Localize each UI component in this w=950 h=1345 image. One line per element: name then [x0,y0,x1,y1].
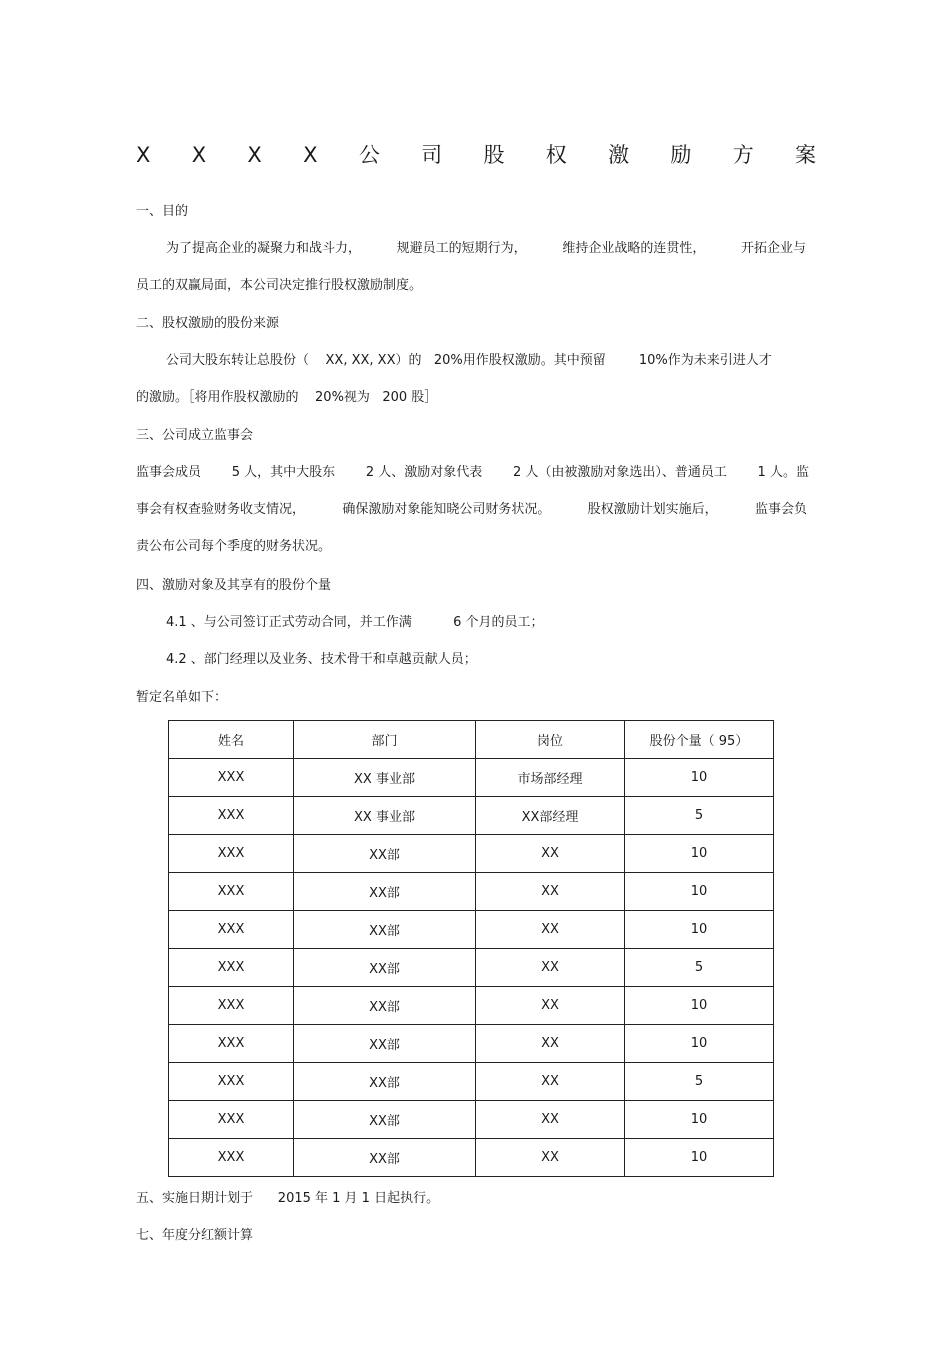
title-char: 励 [670,143,692,167]
title-char: X [303,143,318,167]
cell-position: XX [476,911,625,949]
incentive-list-table [168,720,774,1177]
table-row [169,759,774,797]
title-char: X [191,143,207,167]
title-char: 权 [545,143,567,167]
cell-shares: 5 [625,797,774,835]
cell-position: XX [476,949,625,987]
title-char: 方 [732,143,754,167]
cell-department: XX部 [294,911,476,949]
text-segment: 1 人。监 [757,465,809,480]
cell-position: XX [476,1025,625,1063]
cell-name: XXX [169,1063,294,1101]
text-segment: 规避员工的短期行为， [396,241,527,256]
cell-position: XX [476,1101,625,1139]
cell-position: XX [476,1063,625,1101]
cell-shares: 10 [625,1139,774,1177]
text-segment: 维持企业战略的连贯性， [562,241,706,256]
supervisory-line1 [136,464,809,482]
cell-shares: 10 [625,987,774,1025]
cell-shares: 10 [625,911,774,949]
text-segment: 事会有权查验财务收支情况， [136,502,306,517]
table-row [169,835,774,873]
table-row [169,911,774,949]
cell-department: XX部 [294,1139,476,1177]
title-char: 司 [421,143,443,167]
title-char: 激 [608,143,630,167]
cell-department: XX部 [294,1025,476,1063]
table-row [169,1139,774,1177]
incentive-item-4-2: 4.2 、部门经理以及业务、技术骨干和卓越贡献人员； [166,652,477,667]
incentive-item-4-1: 4.1 、与公司签订正式劳动合同，并工作满 6 个月的员工； [166,615,544,630]
cell-position: XX [476,873,625,911]
table-row [169,1025,774,1063]
table-row [169,949,774,987]
cell-name: XXX [169,987,294,1025]
cell-shares: 10 [625,873,774,911]
supervisory-line2 [136,501,807,519]
supervisory-line3: 责公布公司每个季度的财务状况。 [136,539,332,554]
table-row [169,797,774,835]
cell-shares: 10 [625,1025,774,1063]
cell-name: XXX [169,873,294,911]
text-segment: 为了提高企业的凝聚力和战斗力， [166,241,362,256]
document-title [136,143,816,167]
title-char: 案 [795,143,816,167]
title-char: 股 [483,143,505,167]
cell-department: XX部 [294,1063,476,1101]
cell-name: XXX [169,1101,294,1139]
header-name: 姓名 [169,721,294,759]
cell-name: XXX [169,949,294,987]
text-segment: 2 人（由被激励对象选出）、普通员工 [512,465,727,480]
cell-department: XX 事业部 [294,797,476,835]
section-heading-supervisory-board: 三、公司成立监事会 [136,428,254,443]
cell-name: XXX [169,797,294,835]
cell-name: XXX [169,759,294,797]
cell-position: XX [476,1139,625,1177]
implementation-date: 五、实施日期计划于 2015 年 1 月 1 日起执行。 [136,1191,440,1206]
text-segment: 监事会成员 [136,465,202,480]
table-header-row [169,721,774,759]
cell-name: XXX [169,1025,294,1063]
table-row [169,987,774,1025]
cell-position: XX部经理 [476,797,625,835]
cell-position: XX [476,987,625,1025]
share-source-line1: 公司大股东转让总股份（ XX, XX, XX）的 20%用作股权激励。其中预留 10%作为未来引进人才 [166,353,772,368]
cell-name: XXX [169,1139,294,1177]
section-heading-dividend: 七、年度分红额计算 [136,1228,254,1243]
text-segment: 监事会负 [754,502,807,517]
cell-department: XX部 [294,987,476,1025]
text-segment: 股权激励计划实施后， [587,502,718,517]
table-row [169,873,774,911]
section-heading-share-source: 二、股权激励的股份来源 [136,316,280,331]
table-row [169,1063,774,1101]
cell-shares: 5 [625,1063,774,1101]
cell-position: 市场部经理 [476,759,625,797]
cell-shares: 10 [625,759,774,797]
header-share-count: 股份个量（ 95） [625,721,774,759]
cell-position: XX [476,835,625,873]
title-char: X [247,143,262,167]
cell-name: XXX [169,835,294,873]
cell-department: XX 事业部 [294,759,476,797]
title-char: X [136,143,151,167]
list-intro: 暂定名单如下： [136,690,228,705]
text-segment: 开拓企业与 [740,241,806,256]
section-heading-purpose: 一、目的 [136,204,189,219]
cell-department: XX部 [294,873,476,911]
text-segment: 5 人，其中大股东 [231,465,336,480]
cell-shares: 5 [625,949,774,987]
cell-department: XX部 [294,949,476,987]
cell-department: XX部 [294,1101,476,1139]
text-segment: 确保激励对象能知晓公司财务状况。 [342,502,551,517]
cell-department: XX部 [294,835,476,873]
cell-shares: 10 [625,835,774,873]
header-department: 部门 [294,721,476,759]
purpose-paragraph-line1 [166,240,806,258]
title-char: 公 [358,143,380,167]
text-segment: 2 人、激励对象代表 [365,465,483,480]
table-row [169,1101,774,1139]
cell-name: XXX [169,911,294,949]
purpose-paragraph-line2: 员工的双赢局面，本公司决定推行股权激励制度。 [136,278,423,293]
cell-shares: 10 [625,1101,774,1139]
section-heading-incentive-targets: 四、激励对象及其享有的股份个量 [136,578,332,593]
share-source-line2: 的激励。［将用作股权激励的 20%视为 200 股］ [136,390,438,405]
header-position: 岗位 [476,721,625,759]
